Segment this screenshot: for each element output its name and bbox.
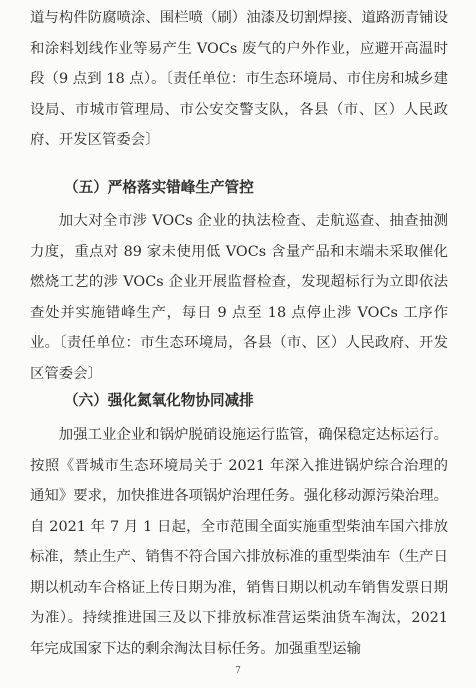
section-heading-6: （六）强化氮氧化物协同减排	[64, 392, 254, 409]
paragraph-outdoor-work: 道与构件防腐喷涂、围栏喷（刷）油漆及切割焊接、道路沥青铺设和涂料划线作业等易产生 VOCs 废气的户外作业，应避开高温时段（9 点到 18 点）。〔责任单位：市生态环境局、市住房和城乡建设局、市城市管理局、市公安交警支队，各县（市、区）人民政府、开发区管委会〕	[30, 10, 448, 148]
paragraph-nox-reduction: 加强工业企业和锅炉脱硝设施运行监管，确保稳定达标运行。按照《晋城市生态环境局关于 2021 年深入推进锅炉综合治理的通知》要求，加快推进各项锅炉治理任务。强化移动源污染治理。自 2021 年 7 月 1 日起，全市范围全面实施重型柴油车国六排放标准，禁止生产、销售不符合国六排放标准的重型柴油车（生产日期以机动车合格证上传日期为准，销售日期以机动车销售发票日期为准）。持续推进国三及以下排放标准营运柴油货车淘汰，2021 年完成国家下达的剩余淘汰目标任务。加强重型运输	[30, 427, 448, 657]
page-number: 7	[235, 666, 241, 676]
paragraph-staggered-production: 加大对全市涉 VOCs 企业的执法检查、走航巡查、抽查抽测力度，重点对 89 家未使用低 VOCs 含量产品和末端未采取催化燃烧工艺的涉 VOCs 企业开展监督检查，发现超标行为立即依法查处并实施错峰生产，每日 9 点至 18 点停止涉 VOCs 工序作业。〔责任单位：市生态环境局，各县（市、区）人民政府、开发区管委会〕	[30, 213, 448, 382]
section-heading-5: （五）严格落实错峰生产管控	[64, 179, 254, 196]
